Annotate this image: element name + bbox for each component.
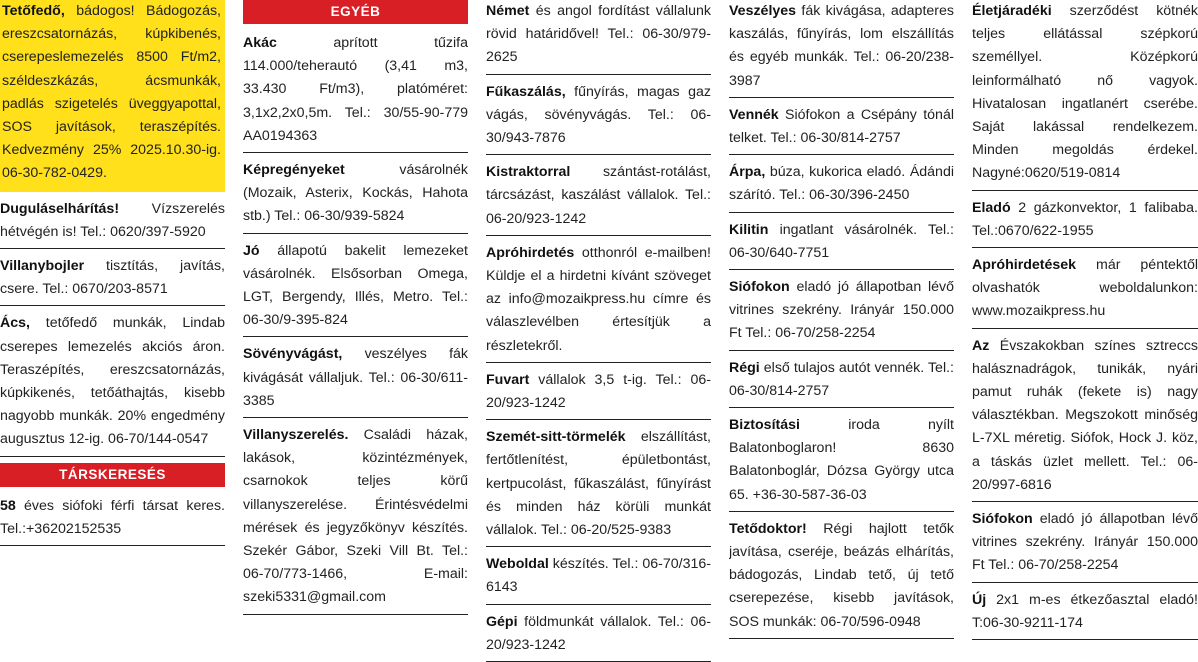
ad-keyword: Képregényeket <box>243 162 345 179</box>
ad-text: eladó jó állapotban lévő vitrines szekrény. Irányár 150.000 Ft Tel.: 06-70/258-2254 <box>729 279 954 342</box>
classified-ad <box>972 508 1198 583</box>
ad-text: vállalok 3,5 t-ig. Tel.: 06-20/923-1242 <box>486 371 711 412</box>
ad-keyword: Eladó <box>972 199 1011 216</box>
ad-text: vásárolnék (Mozaik, Asterix, Kockás, Hahota stb.) Tel.: 06-30/939-5824 <box>243 162 468 225</box>
ad-text: és angol fordítást vállalunk rövid határidővel! Tel.: 06-30/979-2625 <box>486 3 711 66</box>
ad-keyword: Kilitin <box>729 221 769 238</box>
ad-keyword: Apróhirdetések <box>972 257 1077 274</box>
classified-ad <box>243 32 468 153</box>
ad-keyword: Siófokon <box>972 511 1033 528</box>
ad-text: készítés. Tel.: 06-70/316-6143 <box>486 556 711 596</box>
classified-ad <box>486 426 711 547</box>
ad-text: éves siófoki férfi társat keres. Tel.:+36202152535 <box>0 497 225 537</box>
ad-text: 2x1 m-es étkezőasztal eladó! T:06-30-9211-174 <box>972 591 1198 631</box>
classified-ad <box>486 81 711 156</box>
classified-ad <box>0 495 225 546</box>
ad-text: iroda nyílt Balatonboglaron! 8630 Balatonboglár, Dózsa György utca 65. +36-30-587-36-03 <box>729 417 954 503</box>
classified-ad <box>486 0 711 75</box>
ad-keyword: 58 <box>0 497 16 514</box>
ad-text: eladó jó állapotban lévő vitrines szekrény. Irányár 150.000 Ft Tel.: 06-70/258-2254 <box>972 511 1198 574</box>
ad-keyword: Gépi <box>486 613 518 630</box>
ad-keyword: Fuvart <box>486 371 530 388</box>
ad-keyword: Új <box>972 591 987 608</box>
ad-keyword: Apróhirdetés <box>486 244 575 261</box>
ad-text: szerződést kötnék teljes ellátással szépkorú személlyel. Középkorú leinformálható nő vagyok. Hivatalosan ingatlanért cserébe. Saját lakással rendelkezem. Minden megoldás érdekel. Nagyné:0620/519-0814 <box>972 3 1198 182</box>
classified-ad <box>729 0 954 98</box>
classified-ad <box>486 369 711 420</box>
ad-keyword: Weboldal <box>486 556 549 573</box>
classified-ad <box>972 335 1198 502</box>
ad-text: Évszakokban színes sztreccs halásznadrágok, tunikák, nyári pamut ruhák (fekete is) nagy választékban. Megszokott minőség L-7XL méretig. Siófok, Hock J. köz, a táskás üzlet mellett. Tel.: 06-20/997-6816 <box>972 337 1198 493</box>
ad-text: már péntektől olvashatók weboldalunkon: www.mozaikpress.hu <box>972 257 1198 320</box>
ad-keyword: Árpa, <box>729 164 766 181</box>
classified-ad <box>486 553 711 604</box>
classified-ad <box>0 312 225 456</box>
ad-keyword: Veszélyes <box>729 3 797 19</box>
ad-text: tetőfedő munkák, Lindab cserepes lemezelés akciós áron. Teraszépítés, ereszcsatornázás, kúpkikenés, tetőáthajtás, kisebb nagyobb munkák. 20% engedmény augusztus 12-ig. 06-70/144-0547 <box>0 315 225 448</box>
ad-text: fák kivágása, adapteres kaszálás, fűnyírás, lom elszállítás és egyéb munkák. Tel.: 06-20/238-3987 <box>729 3 954 89</box>
ad-keyword: Jó <box>243 242 260 259</box>
ad-text: bádogos! Bádogozás, ereszcsatornázás, kúpkibenés, cserepeslemezelés 8500 Ft/m2, széldeszkázás, ácsmunkák, padlás szigetelés üveggyapottal, SOS javítások, teraszépítés. Kedvezmény 25% 2025.10.30-ig. 06-30-782-0429. <box>2 3 221 182</box>
ad-keyword: Duguláselhárítás! <box>0 200 120 217</box>
ad-text: fűnyírás, magas gaz vágás, sövényvágás. Tel.: 06-30/943-7876 <box>486 83 711 147</box>
classified-ad <box>972 254 1198 329</box>
ad-text: földmunkát vállalok. Tel.: 06-20/923-1242 <box>486 613 711 653</box>
ad-keyword: Vennék <box>729 106 779 123</box>
classified-ad <box>0 198 225 249</box>
ad-keyword: Szemét-sitt-törmelék <box>486 429 626 446</box>
column-1 <box>0 0 225 662</box>
ad-keyword: Tetődoktor! <box>729 520 807 537</box>
classified-ad <box>0 255 225 306</box>
ad-text: tisztítás, javítás, csere. Tel.: 0670/203-8571 <box>0 258 225 298</box>
ad-keyword: Akác <box>243 35 277 51</box>
section-header: EGYÉB <box>243 0 468 24</box>
ad-keyword: Villanyszerelés. <box>243 427 349 444</box>
highlighted-ad <box>0 0 225 192</box>
classified-ad <box>486 242 711 363</box>
classified-ad <box>972 197 1198 248</box>
ad-keyword: Siófokon <box>729 279 790 296</box>
ad-keyword: Régi <box>729 359 760 376</box>
ad-keyword: Villanybojler <box>0 258 85 275</box>
classified-ad <box>972 0 1198 191</box>
classified-ad <box>729 518 954 639</box>
classified-ad <box>729 219 954 270</box>
ad-text: aprított tűzifa 114.000/teherautó (3,41 m3, 33.430 Ft/m3), platóméret: 3,1x2,2x0,5m. Tel.: 30/55-90-779 AA0194363 <box>243 35 468 144</box>
ad-keyword: Kistraktorral <box>486 164 571 181</box>
ad-text: veszélyes fák kivágását vállaljuk. Tel.: 06-30/611-3385 <box>243 346 468 409</box>
ad-text: 2 gázkonvektor, 1 falibaba. Tel.:0670/622-1955 <box>972 199 1198 239</box>
ad-keyword: Német <box>486 3 530 19</box>
ad-keyword: Fűkaszálás, <box>486 83 566 100</box>
column-3 <box>486 0 711 662</box>
column-5 <box>972 0 1198 662</box>
ad-keyword: Tetőfedő, <box>2 3 65 19</box>
ad-keyword: Életjáradéki <box>972 3 1052 19</box>
classified-ad <box>486 161 711 236</box>
ad-text: első tulajos autót vennék. Tel.: 06-30/814-2757 <box>729 359 954 399</box>
classified-ad <box>243 240 468 338</box>
ad-text: Családi házak, lakások, közintézmények, csarnokok teljes körű villanyszerelése. Érintésvédelmi mérések és jegyzőkönyv készítés. Szekér Gábor, Szeki Vill Bt. Tel.: 06-70/773-1466, E-mail: szeki5331@gmail.com <box>243 427 468 606</box>
ad-keyword: Biztosítási <box>729 417 800 434</box>
classified-ad <box>243 424 468 615</box>
ad-text: Siófokon a Csépány tónál telket. Tel.: 06-30/814-2757 <box>729 106 954 147</box>
ad-text: otthonról e-mailben! Küldje el a hirdetni kívánt szöveget az info@mozaikpress.hu címre és válaszlevélben értesítjük a részletekről. <box>486 244 711 354</box>
ad-text: Vízszerelés hétvégén is! Tel.: 0620/397-5920 <box>0 200 225 240</box>
classified-ad <box>729 414 954 512</box>
classified-ad <box>486 611 711 662</box>
ad-keyword: Az <box>972 337 990 354</box>
classified-ad <box>729 357 954 408</box>
section-header: TÁRSKERESÉS <box>0 463 225 487</box>
classified-ad <box>729 161 954 212</box>
ad-text: elszállítást, fertőtlenítést, épületbontást, kertpucolást, fűkaszálást, fűnyírást és minden ház körüli munkát vállalok. Tel.: 06-20/525-9383 <box>486 429 711 539</box>
column-4 <box>729 0 954 662</box>
ad-text: ingatlant vásárolnék. Tel.: 06-30/640-7751 <box>729 221 954 261</box>
ad-text: búza, kukorica eladó. Ádándi szárító. Tel.: 06-30/396-2450 <box>729 164 954 204</box>
ad-text: szántást-rotálást, tárcsázást, kaszálást vállalok. Tel.: 06-20/923-1242 <box>486 164 711 227</box>
ad-keyword: Ács, <box>0 315 30 332</box>
ad-text: állapotú bakelit lemezeket vásárolnék. Elsősorban Omega, LGT, Bergendy, Illés, Metro. Tel.: 06-30/9-395-824 <box>243 242 468 329</box>
column-2 <box>243 0 468 662</box>
classified-ad <box>243 343 468 418</box>
classified-ad <box>972 589 1198 640</box>
classified-ad <box>729 104 954 155</box>
ad-keyword: Sövényvágást, <box>243 346 343 363</box>
ad-text: Régi hajlott tetők javítása, cseréje, beázás elhárítás, bádogozás, Lindab tető, új tető cserepezése, kisebb javítások, SOS munkák: 06-70/596-0948 <box>729 520 954 630</box>
classified-ad <box>729 276 954 351</box>
classified-ad <box>243 159 468 234</box>
